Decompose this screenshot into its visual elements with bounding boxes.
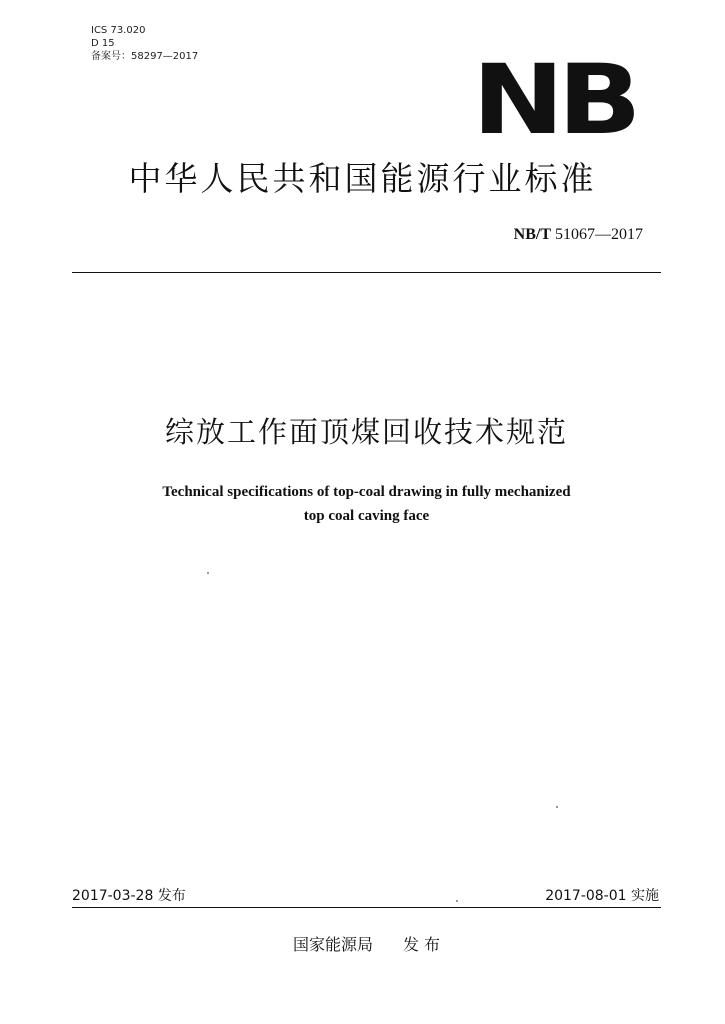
- english-title: [0, 480, 725, 528]
- scan-speck: [556, 806, 558, 808]
- effective-date: 2017-08-01 实施: [545, 888, 659, 904]
- publish-word: 发 布: [402, 935, 441, 954]
- filing-number: 备案号：58297—2017: [91, 51, 199, 62]
- publisher-line: [0, 932, 725, 955]
- scan-speck: [456, 900, 458, 902]
- publisher-name: 国家能源局: [292, 935, 373, 954]
- english-title-line-2: top coal caving face: [303, 508, 430, 524]
- top-divider: [72, 272, 661, 273]
- nb-logo: NB: [472, 44, 635, 156]
- standard-metadata: [91, 24, 198, 63]
- standard-type-heading: 中华人民共和国能源行业标准: [128, 159, 597, 198]
- standard-code: 51067—2017: [555, 226, 643, 243]
- ics-code: ICS 73.020: [91, 25, 146, 36]
- standard-number: [514, 226, 643, 244]
- english-title-line-1: Technical specifications of top-coal drawing in fully mechanized: [162, 484, 571, 500]
- issue-date: 2017-03-28 发布: [72, 888, 186, 904]
- bottom-divider: [72, 907, 661, 908]
- ccs-code: D 15: [91, 38, 115, 49]
- chinese-title: 综放工作面顶煤回收技术规范: [164, 415, 568, 449]
- standard-prefix: NB/T: [513, 226, 551, 243]
- scan-speck: [207, 572, 209, 574]
